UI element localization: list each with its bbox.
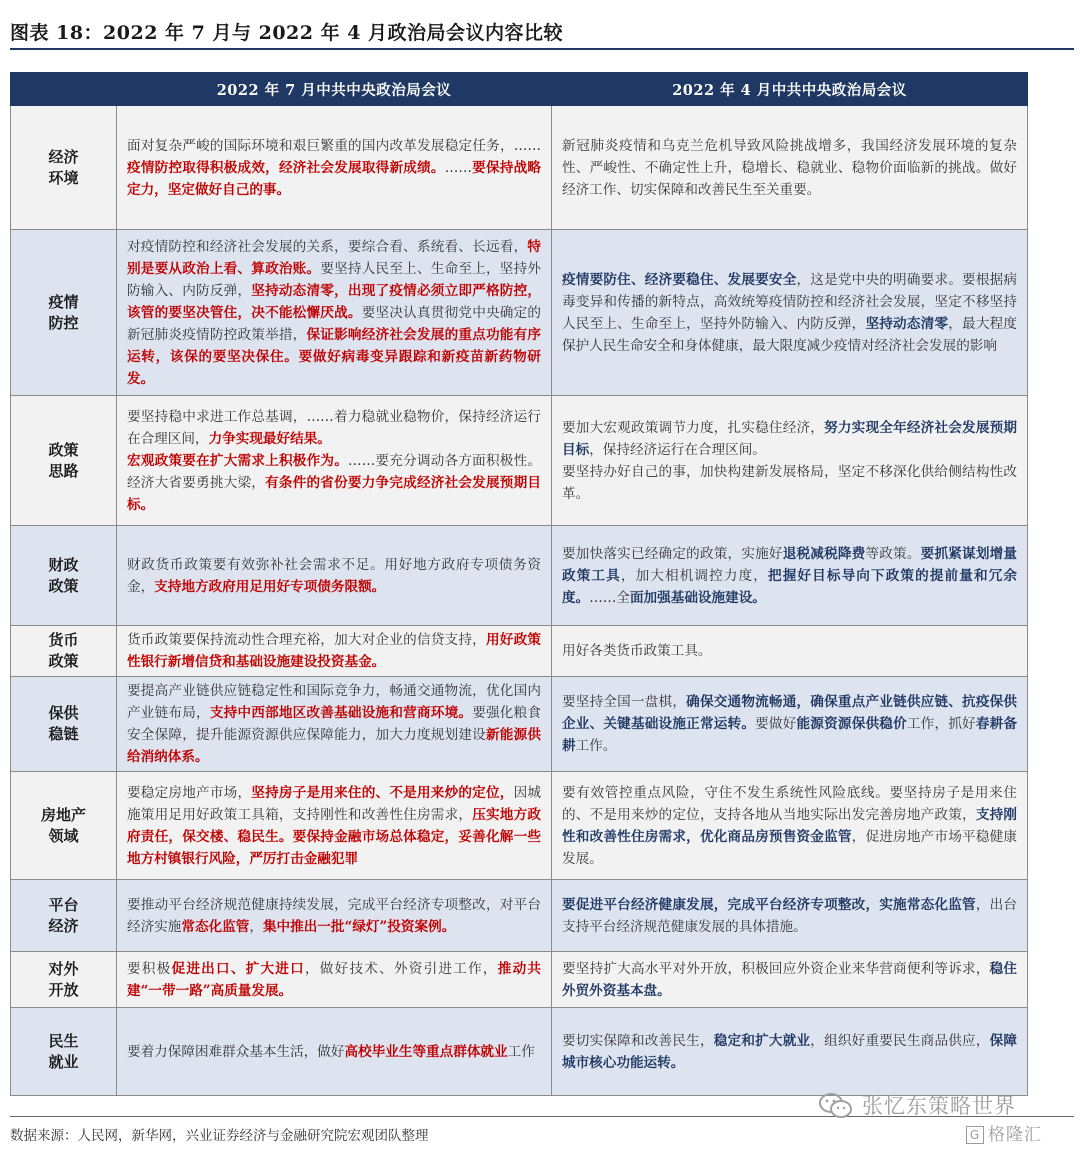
body-text: ……要充分调动各方面积极性。经济大省要勇挑大梁，: [127, 452, 542, 491]
row-label: [11, 396, 117, 526]
highlight-red-text: 疫情防控取得积极成效，经济社会发展取得新成绩。: [127, 159, 445, 176]
row-label: [11, 626, 117, 677]
cell-july-2022: [117, 230, 552, 396]
cell-july-2022: [117, 1008, 552, 1096]
highlight-blue-text: 把握好目标导向下政策的提前量和冗余度。: [562, 567, 1018, 606]
comparison-table-container: [10, 72, 1027, 1096]
table-row: [11, 677, 1028, 772]
cell-april-2022: [552, 677, 1028, 772]
body-text: 要加快落实已经确定的政策，实施好: [562, 545, 783, 562]
body-text: 要坚持扩大高水平对外开放，积极回应外资企业来华营商便利等诉求，: [562, 960, 990, 977]
body-text: ，出台支持平台经济规范健康发展的具体措施。: [562, 896, 1018, 935]
highlight-blue-text: 疫情要防住、经济要稳住、发展要安全: [562, 271, 797, 288]
body-text: 因城施策用足用好政策工具箱，支持刚性和改善性住房需求，: [127, 784, 542, 823]
body-text: ，这是党中央的明确要求。要根据病毒变异和传播的新特点，高效统筹疫情防控和经济社会发展，坚定不移坚持人民至上、生命至上，坚持外防输入、内防反弹，: [562, 271, 1018, 332]
cell-april-2022: [552, 230, 1028, 396]
table-row: [11, 772, 1028, 880]
table-row: [11, 1008, 1028, 1096]
body-text: 面对复杂严峻的国际环境和艰巨繁重的国内改革发展稳定任务，……: [127, 137, 541, 154]
body-text: 要稳定房地产市场，: [127, 784, 252, 801]
cell-april-2022: [552, 396, 1028, 526]
body-text: ，做好技术、外资引进工作，: [304, 960, 498, 977]
table-row: [11, 952, 1028, 1008]
highlight-blue-text: 确保交通物流畅通，确保重点产业链供应链、抗疫保供企业、关键基础设施正常运转。: [562, 694, 1018, 732]
body-text: 要坚持人民至上、生命至上，坚持外防输入、内防反弹，: [127, 260, 542, 299]
highlight-blue-text: 要促进平台经济健康发展，完成平台经济专项整改，实施常态化监管: [562, 896, 976, 913]
body-text: ，组织好重要民生商品供应，: [810, 1032, 990, 1049]
header-july-2022: 2022 年 7 月中共中央政治局会议: [117, 73, 552, 106]
body-text: 要切实保障和改善民生，: [562, 1032, 714, 1049]
body-text: 要积极: [127, 960, 172, 977]
cell-april-2022: [552, 106, 1028, 230]
highlight-red-text: 集中推出一批“绿灯”投资案例。: [262, 918, 456, 935]
table-body: [11, 106, 1028, 1096]
source-note: 数据来源：人民网，新华网，兴业证券经济与金融研究院宏观团队整理: [10, 1128, 429, 1144]
logo-text: 格隆汇: [988, 1125, 1042, 1145]
cell-april-2022: [552, 880, 1028, 952]
header-april-2022: 2022 年 4 月中共中央政治局会议: [552, 73, 1028, 106]
row-label-line: 政策: [48, 440, 79, 459]
highlight-blue-text: 面加强基础设施建设。: [629, 589, 766, 606]
row-label-line: 财政: [48, 555, 79, 574]
body-text: ，加大相机调控力度，: [620, 567, 768, 584]
row-label: [11, 952, 117, 1008]
row-label-line: 就业: [48, 1052, 79, 1071]
body-text: ，促进房地产市场平稳健康发展。: [562, 828, 1017, 867]
cell-july-2022: [117, 396, 552, 526]
highlight-red-text: 保证影响经济社会发展的重点功能有序运转，该保的要坚决保住。要做好病毒变异跟踪和新疫苗新药物研发。: [127, 326, 542, 387]
highlight-red-text: 促进出口、扩大进口: [171, 960, 305, 977]
watermark-logo: [966, 1120, 1042, 1145]
body-text: 货币政策要保持流动性合理充裕，加大对企业的信贷支持，: [127, 632, 486, 648]
cell-april-2022: [552, 1008, 1028, 1096]
body-text: 要推动平台经济规范健康持续发展，完成平台经济专项整改，对平台经济实施: [127, 896, 541, 935]
body-text: ，: [249, 918, 263, 935]
highlight-red-text: 要保持战略定力，坚定做好自己的事。: [127, 159, 542, 198]
cell-july-2022: [117, 772, 552, 880]
body-text: ……全: [589, 589, 630, 606]
row-label: [11, 1008, 117, 1096]
cell-april-2022: [552, 772, 1028, 880]
body-text: 要强化粮食安全保障，提升能源资源供应保障能力，加大力度规划建设: [127, 705, 542, 743]
logo-mark-icon: G: [966, 1126, 984, 1144]
row-label-line: 政策: [48, 576, 79, 595]
row-label-line: 政策: [48, 652, 79, 670]
figure-title: 图表 18：2022 年 7 月与 2022 年 4 月政治局会议内容比较: [10, 22, 564, 44]
highlight-blue-text: 坚持动态清零: [865, 315, 949, 332]
row-label: [11, 772, 117, 880]
body-text: 要坚持全国一盘棋，: [562, 694, 687, 710]
highlight-blue-text: 退税减税降费: [782, 545, 866, 562]
highlight-blue-text: 努力实现全年经济社会发展预期目标: [562, 419, 1018, 458]
row-label-line: 领域: [48, 826, 79, 845]
table-header-row: [11, 73, 1028, 106]
highlight-red-text: 压实地方政府责任，保交楼、稳民生。要保持金融市场总体稳定，妥善化解一些地方村镇银行风险，严厉打击金融犯罪: [127, 806, 542, 867]
highlight-red-text: 支持地方政府用足用好专项债务限额。: [154, 578, 386, 595]
row-label-line: 经济: [48, 147, 79, 166]
table-row: [11, 880, 1028, 952]
row-label: [11, 677, 117, 772]
highlight-red-text: 宏观政策要在扩大需求上积极作为。: [127, 452, 349, 469]
row-label-line: 房地产: [40, 805, 86, 824]
highlight-blue-text: 稳定和扩大就业: [713, 1032, 811, 1049]
highlight-red-text: 常态化监管: [181, 918, 250, 935]
body-text: 工作，抓好: [906, 716, 976, 732]
row-label-line: 防控: [48, 313, 79, 332]
row-label-line: 保供: [48, 704, 79, 722]
highlight-red-text: 支持中西部地区改善基础设施和营商环境。: [209, 705, 473, 721]
cell-july-2022: [117, 952, 552, 1008]
highlight-red-text: 用好政策性银行新增信贷和基础设施建设投资基金。: [127, 632, 541, 670]
cell-july-2022: [117, 677, 552, 772]
cell-july-2022: [117, 880, 552, 952]
body-text: 新冠肺炎疫情和乌克兰危机导致风险挑战增多，我国经济发展环境的复杂性、严峻性、不确定性上升，稳增长、稳就业、稳物价面临新的挑战。做好经济工作、切实保障和改善民生至关重要。: [562, 137, 1017, 198]
cell-july-2022: [117, 526, 552, 626]
cell-april-2022: [552, 526, 1028, 626]
cell-april-2022: [552, 952, 1028, 1008]
table-row: [11, 230, 1028, 396]
cell-april-2022: [552, 626, 1028, 677]
body-text: 财政货币政策要有效弥补社会需求不足。用好地方政府专项债务资金，: [127, 556, 541, 595]
body-text: 工作: [507, 1043, 535, 1060]
highlight-blue-text: 春耕备耕: [562, 716, 1018, 754]
highlight-blue-text: 稳住外贸外资基本盘。: [562, 960, 1018, 999]
body-text: 对疫情防控和经济社会发展的关系，要综合看、系统看、长远看，: [127, 238, 528, 255]
highlight-red-text: 新能源供给消纳体系。: [127, 727, 541, 765]
title-rule: [10, 48, 1074, 50]
watermark-account-name: 张忆东策略世界: [862, 1094, 1016, 1118]
row-label: [11, 230, 117, 396]
header-corner: [11, 73, 117, 106]
table-row: [11, 106, 1028, 230]
highlight-red-text: 特别是要从政治上看、算政治账。: [127, 238, 541, 277]
row-label-line: 民生: [48, 1031, 79, 1050]
row-label-line: 疫情: [48, 292, 79, 311]
row-label-line: 对外: [48, 959, 79, 978]
highlight-blue-text: 要抓紧谋划增量政策工具: [562, 545, 1018, 584]
body-text: ，最大程度保护人民生命安全和身体健康，最大限度减少疫情对经济社会发展的影响: [562, 315, 1018, 354]
highlight-blue-text: 支持刚性和改善性住房需求，优化商品房预售资金监管: [562, 806, 1018, 845]
row-label-line: 货币: [48, 631, 79, 649]
row-label-line: 思路: [48, 461, 79, 480]
row-label-line: 稳链: [48, 725, 79, 743]
cell-july-2022: [117, 626, 552, 677]
row-label: [11, 106, 117, 230]
body-text: 要坚持办好自己的事，加快构建新发展格局，坚定不移深化供给侧结构性改革。: [562, 463, 1017, 502]
highlight-red-text: 坚持房子是用来住的、不是用来炒的定位，: [251, 784, 514, 801]
comparison-table: [10, 72, 1028, 1096]
body-text: ，保持经济运行在合理区间。: [589, 441, 766, 458]
row-label-line: 经济: [48, 916, 79, 935]
highlight-blue-text: 保障城市核心功能运转。: [562, 1032, 1018, 1071]
wechat-icon: [818, 1092, 854, 1120]
body-text: 要加大宏观政策调节力度，扎实稳住经济，: [562, 419, 825, 436]
cell-july-2022: [117, 106, 552, 230]
row-label-line: 平台: [48, 895, 79, 914]
highlight-red-text: 高校毕业生等重点群体就业: [344, 1043, 508, 1060]
body-text: 要提高产业链供应链稳定性和国际竞争力，畅通交通物流，优化国内产业链布局，: [127, 683, 541, 721]
body-text: 要做好: [755, 716, 797, 732]
body-text: 用好各类货币政策工具。: [562, 643, 712, 659]
table-row: [11, 626, 1028, 677]
table-row: [11, 396, 1028, 526]
row-label: [11, 526, 117, 626]
row-label-line: 开放: [48, 980, 79, 999]
body-text: 等政策。: [865, 545, 921, 562]
highlight-red-text: 有条件的省份要力争完成经济社会发展预期目标。: [127, 474, 542, 513]
table-row: [11, 526, 1028, 626]
row-label-line: 环境: [48, 168, 79, 187]
highlight-red-text: 推动共建“一带一路”高质量发展。: [127, 960, 542, 999]
row-label: [11, 880, 117, 952]
highlight-red-text: 坚持动态清零，出现了疫情必须立即严格防控，该管的要坚决管住，决不能松懈厌战。: [127, 282, 542, 321]
body-text: 工作。: [575, 738, 617, 754]
highlight-red-text: 力争实现最好结果。: [208, 430, 331, 447]
body-text: ……: [444, 159, 472, 176]
watermark: [818, 1086, 1078, 1146]
body-text: 要坚持稳中求进工作总基调，……着力稳就业稳物价，保持经济运行在合理区间，: [127, 408, 541, 447]
body-text: 要坚决认真贯彻党中央确定的新冠肺炎疫情防控政策举措，: [127, 304, 542, 343]
highlight-blue-text: 能源资源保供稳价: [796, 716, 907, 732]
body-text: 要着力保障困难群众基本生活，做好: [127, 1043, 345, 1060]
body-text: 要有效管控重点风险，守住不发生系统性风险底线。要坚持房子是用来住的、不是用来炒的定位，支持各地从当地实际出发完善房地产政策，: [562, 784, 1017, 823]
